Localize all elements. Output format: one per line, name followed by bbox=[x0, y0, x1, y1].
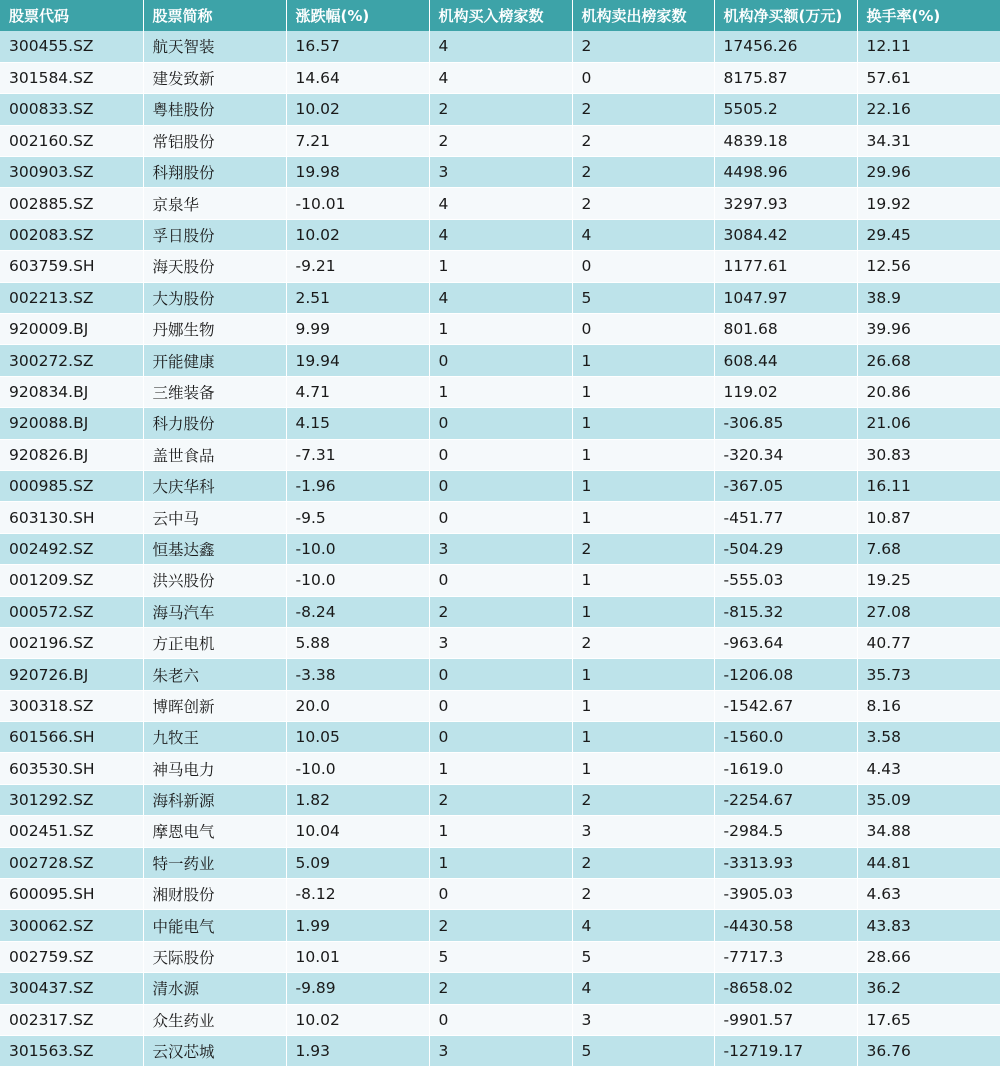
table-row[interactable] bbox=[0, 596, 1000, 627]
cell-stock-code: 300455.SZ bbox=[0, 31, 143, 62]
cell-inst-buy-count: 4 bbox=[429, 62, 572, 93]
cell-inst-net-buy: 3297.93 bbox=[714, 188, 857, 219]
table-row[interactable] bbox=[0, 533, 1000, 564]
cell-change-pct: 19.94 bbox=[286, 345, 429, 376]
cell-inst-net-buy: -7717.3 bbox=[714, 941, 857, 972]
cell-inst-sell-count: 2 bbox=[572, 533, 714, 564]
cell-inst-net-buy: 4839.18 bbox=[714, 125, 857, 156]
cell-change-pct: 10.02 bbox=[286, 219, 429, 250]
cell-inst-sell-count: 1 bbox=[572, 565, 714, 596]
column-header-change-pct[interactable]: 涨跌幅(%) bbox=[286, 0, 429, 31]
cell-inst-sell-count: 0 bbox=[572, 251, 714, 282]
cell-stock-code: 301292.SZ bbox=[0, 784, 143, 815]
column-header-inst-buy-count[interactable]: 机构买入榜家数 bbox=[429, 0, 572, 31]
cell-inst-net-buy: 8175.87 bbox=[714, 62, 857, 93]
cell-inst-sell-count: 3 bbox=[572, 1004, 714, 1035]
table-row[interactable] bbox=[0, 376, 1000, 407]
cell-inst-sell-count: 2 bbox=[572, 188, 714, 219]
cell-stock-code: 603530.SH bbox=[0, 753, 143, 784]
cell-stock-code: 002317.SZ bbox=[0, 1004, 143, 1035]
cell-inst-sell-count: 1 bbox=[572, 753, 714, 784]
cell-stock-code: 301563.SZ bbox=[0, 1036, 143, 1067]
cell-stock-name: 恒基达鑫 bbox=[143, 533, 286, 564]
cell-inst-buy-count: 2 bbox=[429, 596, 572, 627]
cell-inst-sell-count: 1 bbox=[572, 596, 714, 627]
table-row[interactable] bbox=[0, 62, 1000, 93]
cell-stock-code: 000985.SZ bbox=[0, 470, 143, 501]
cell-change-pct: -10.0 bbox=[286, 533, 429, 564]
table-row[interactable] bbox=[0, 125, 1000, 156]
cell-change-pct: 10.02 bbox=[286, 94, 429, 125]
cell-stock-name: 丹娜生物 bbox=[143, 314, 286, 345]
table-row[interactable] bbox=[0, 627, 1000, 658]
cell-inst-sell-count: 4 bbox=[572, 910, 714, 941]
cell-change-pct: 5.88 bbox=[286, 627, 429, 658]
cell-change-pct: -10.0 bbox=[286, 565, 429, 596]
cell-inst-sell-count: 2 bbox=[572, 627, 714, 658]
cell-turnover-rate: 20.86 bbox=[857, 376, 1000, 407]
cell-turnover-rate: 39.96 bbox=[857, 314, 1000, 345]
cell-inst-net-buy: 1177.61 bbox=[714, 251, 857, 282]
cell-turnover-rate: 29.45 bbox=[857, 219, 1000, 250]
cell-change-pct: 2.51 bbox=[286, 282, 429, 313]
table-row[interactable] bbox=[0, 439, 1000, 470]
table-row[interactable] bbox=[0, 502, 1000, 533]
cell-turnover-rate: 7.68 bbox=[857, 533, 1000, 564]
cell-stock-code: 920009.BJ bbox=[0, 314, 143, 345]
cell-change-pct: -7.31 bbox=[286, 439, 429, 470]
table-row[interactable] bbox=[0, 219, 1000, 250]
cell-stock-name: 天际股份 bbox=[143, 941, 286, 972]
cell-inst-net-buy: -9901.57 bbox=[714, 1004, 857, 1035]
cell-inst-buy-count: 1 bbox=[429, 847, 572, 878]
cell-inst-net-buy: -367.05 bbox=[714, 470, 857, 501]
cell-turnover-rate: 28.66 bbox=[857, 941, 1000, 972]
cell-stock-code: 000572.SZ bbox=[0, 596, 143, 627]
cell-inst-sell-count: 2 bbox=[572, 157, 714, 188]
cell-turnover-rate: 16.11 bbox=[857, 470, 1000, 501]
cell-stock-name: 科翔股份 bbox=[143, 157, 286, 188]
cell-change-pct: 14.64 bbox=[286, 62, 429, 93]
cell-inst-buy-count: 2 bbox=[429, 973, 572, 1004]
cell-change-pct: 4.15 bbox=[286, 408, 429, 439]
cell-inst-sell-count: 1 bbox=[572, 722, 714, 753]
cell-change-pct: 1.82 bbox=[286, 784, 429, 815]
cell-turnover-rate: 36.2 bbox=[857, 973, 1000, 1004]
cell-inst-sell-count: 2 bbox=[572, 125, 714, 156]
cell-turnover-rate: 30.83 bbox=[857, 439, 1000, 470]
cell-stock-code: 002728.SZ bbox=[0, 847, 143, 878]
column-header-inst-net-buy[interactable]: 机构净买额(万元) bbox=[714, 0, 857, 31]
cell-change-pct: -9.89 bbox=[286, 973, 429, 1004]
cell-inst-net-buy: 3084.42 bbox=[714, 219, 857, 250]
cell-inst-buy-count: 0 bbox=[429, 345, 572, 376]
cell-inst-buy-count: 0 bbox=[429, 879, 572, 910]
cell-turnover-rate: 35.09 bbox=[857, 784, 1000, 815]
cell-change-pct: -9.21 bbox=[286, 251, 429, 282]
cell-stock-name: 特一药业 bbox=[143, 847, 286, 878]
cell-stock-code: 920088.BJ bbox=[0, 408, 143, 439]
cell-inst-buy-count: 0 bbox=[429, 470, 572, 501]
cell-inst-buy-count: 3 bbox=[429, 1036, 572, 1067]
column-header-stock-code[interactable]: 股票代码 bbox=[0, 0, 143, 31]
cell-change-pct: 20.0 bbox=[286, 690, 429, 721]
cell-inst-net-buy: 608.44 bbox=[714, 345, 857, 376]
cell-turnover-rate: 3.58 bbox=[857, 722, 1000, 753]
cell-stock-code: 002083.SZ bbox=[0, 219, 143, 250]
cell-turnover-rate: 21.06 bbox=[857, 408, 1000, 439]
cell-stock-name: 盖世食品 bbox=[143, 439, 286, 470]
cell-stock-code: 920826.BJ bbox=[0, 439, 143, 470]
cell-stock-name: 神马电力 bbox=[143, 753, 286, 784]
cell-turnover-rate: 29.96 bbox=[857, 157, 1000, 188]
cell-change-pct: 1.99 bbox=[286, 910, 429, 941]
table-row[interactable] bbox=[0, 31, 1000, 62]
cell-inst-net-buy: -815.32 bbox=[714, 596, 857, 627]
cell-inst-buy-count: 3 bbox=[429, 533, 572, 564]
cell-inst-net-buy: 17456.26 bbox=[714, 31, 857, 62]
cell-stock-name: 博晖创新 bbox=[143, 690, 286, 721]
table-row[interactable] bbox=[0, 690, 1000, 721]
cell-inst-sell-count: 1 bbox=[572, 690, 714, 721]
cell-inst-buy-count: 1 bbox=[429, 314, 572, 345]
cell-inst-sell-count: 2 bbox=[572, 31, 714, 62]
table-row[interactable] bbox=[0, 847, 1000, 878]
cell-stock-code: 002885.SZ bbox=[0, 188, 143, 219]
table-row[interactable] bbox=[0, 470, 1000, 501]
cell-stock-name: 京泉华 bbox=[143, 188, 286, 219]
cell-turnover-rate: 4.63 bbox=[857, 879, 1000, 910]
cell-stock-code: 001209.SZ bbox=[0, 565, 143, 596]
cell-stock-name: 摩恩电气 bbox=[143, 816, 286, 847]
cell-inst-sell-count: 5 bbox=[572, 941, 714, 972]
table-row[interactable] bbox=[0, 659, 1000, 690]
cell-inst-sell-count: 1 bbox=[572, 408, 714, 439]
cell-stock-name: 云汉芯城 bbox=[143, 1036, 286, 1067]
cell-inst-net-buy: -1542.67 bbox=[714, 690, 857, 721]
cell-stock-code: 002492.SZ bbox=[0, 533, 143, 564]
cell-inst-net-buy: -1619.0 bbox=[714, 753, 857, 784]
table-row[interactable] bbox=[0, 408, 1000, 439]
cell-inst-buy-count: 2 bbox=[429, 910, 572, 941]
cell-stock-name: 开能健康 bbox=[143, 345, 286, 376]
cell-change-pct: -8.12 bbox=[286, 879, 429, 910]
table-row[interactable] bbox=[0, 282, 1000, 313]
cell-change-pct: 16.57 bbox=[286, 31, 429, 62]
cell-inst-sell-count: 3 bbox=[572, 816, 714, 847]
cell-inst-net-buy: 801.68 bbox=[714, 314, 857, 345]
cell-change-pct: 7.21 bbox=[286, 125, 429, 156]
cell-inst-buy-count: 4 bbox=[429, 188, 572, 219]
cell-stock-name: 朱老六 bbox=[143, 659, 286, 690]
cell-inst-net-buy: -3313.93 bbox=[714, 847, 857, 878]
cell-turnover-rate: 36.76 bbox=[857, 1036, 1000, 1067]
cell-inst-buy-count: 0 bbox=[429, 1004, 572, 1035]
cell-stock-name: 大为股份 bbox=[143, 282, 286, 313]
cell-inst-net-buy: -2984.5 bbox=[714, 816, 857, 847]
cell-turnover-rate: 12.56 bbox=[857, 251, 1000, 282]
cell-inst-sell-count: 5 bbox=[572, 1036, 714, 1067]
table-row[interactable] bbox=[0, 941, 1000, 972]
cell-turnover-rate: 10.87 bbox=[857, 502, 1000, 533]
cell-inst-net-buy: 1047.97 bbox=[714, 282, 857, 313]
cell-inst-buy-count: 0 bbox=[429, 659, 572, 690]
cell-change-pct: 10.01 bbox=[286, 941, 429, 972]
cell-stock-name: 众生药业 bbox=[143, 1004, 286, 1035]
cell-inst-sell-count: 1 bbox=[572, 376, 714, 407]
cell-inst-net-buy: -963.64 bbox=[714, 627, 857, 658]
table-row[interactable] bbox=[0, 157, 1000, 188]
cell-inst-sell-count: 0 bbox=[572, 62, 714, 93]
cell-stock-name: 方正电机 bbox=[143, 627, 286, 658]
cell-inst-sell-count: 1 bbox=[572, 659, 714, 690]
cell-stock-code: 300903.SZ bbox=[0, 157, 143, 188]
cell-turnover-rate: 44.81 bbox=[857, 847, 1000, 878]
cell-inst-buy-count: 0 bbox=[429, 690, 572, 721]
cell-change-pct: -8.24 bbox=[286, 596, 429, 627]
cell-inst-buy-count: 2 bbox=[429, 94, 572, 125]
cell-turnover-rate: 40.77 bbox=[857, 627, 1000, 658]
cell-stock-code: 000833.SZ bbox=[0, 94, 143, 125]
table-row[interactable] bbox=[0, 1004, 1000, 1035]
cell-turnover-rate: 34.31 bbox=[857, 125, 1000, 156]
cell-inst-buy-count: 2 bbox=[429, 125, 572, 156]
cell-inst-sell-count: 1 bbox=[572, 345, 714, 376]
cell-inst-buy-count: 4 bbox=[429, 31, 572, 62]
cell-stock-name: 建发致新 bbox=[143, 62, 286, 93]
table-row[interactable] bbox=[0, 1036, 1000, 1067]
table-row[interactable] bbox=[0, 753, 1000, 784]
cell-turnover-rate: 12.11 bbox=[857, 31, 1000, 62]
cell-inst-sell-count: 2 bbox=[572, 847, 714, 878]
cell-turnover-rate: 17.65 bbox=[857, 1004, 1000, 1035]
cell-stock-code: 002213.SZ bbox=[0, 282, 143, 313]
cell-inst-buy-count: 1 bbox=[429, 251, 572, 282]
column-header-stock-name[interactable]: 股票简称 bbox=[143, 0, 286, 31]
cell-inst-sell-count: 5 bbox=[572, 282, 714, 313]
cell-change-pct: 10.02 bbox=[286, 1004, 429, 1035]
cell-change-pct: 1.93 bbox=[286, 1036, 429, 1067]
cell-stock-code: 002196.SZ bbox=[0, 627, 143, 658]
cell-stock-name: 大庆华科 bbox=[143, 470, 286, 501]
cell-change-pct: -10.01 bbox=[286, 188, 429, 219]
cell-inst-sell-count: 4 bbox=[572, 219, 714, 250]
cell-turnover-rate: 27.08 bbox=[857, 596, 1000, 627]
table-row[interactable] bbox=[0, 910, 1000, 941]
cell-inst-sell-count: 2 bbox=[572, 94, 714, 125]
cell-change-pct: 4.71 bbox=[286, 376, 429, 407]
cell-turnover-rate: 35.73 bbox=[857, 659, 1000, 690]
cell-stock-code: 300062.SZ bbox=[0, 910, 143, 941]
cell-change-pct: 9.99 bbox=[286, 314, 429, 345]
cell-inst-sell-count: 1 bbox=[572, 439, 714, 470]
table-header-row bbox=[0, 0, 1000, 31]
cell-change-pct: -9.5 bbox=[286, 502, 429, 533]
cell-inst-sell-count: 1 bbox=[572, 502, 714, 533]
cell-inst-buy-count: 0 bbox=[429, 502, 572, 533]
cell-stock-code: 002451.SZ bbox=[0, 816, 143, 847]
cell-stock-code: 920726.BJ bbox=[0, 659, 143, 690]
cell-inst-sell-count: 4 bbox=[572, 973, 714, 1004]
table-row[interactable] bbox=[0, 251, 1000, 282]
cell-inst-net-buy: -2254.67 bbox=[714, 784, 857, 815]
cell-inst-net-buy: -3905.03 bbox=[714, 879, 857, 910]
cell-inst-net-buy: -8658.02 bbox=[714, 973, 857, 1004]
cell-stock-name: 三维装备 bbox=[143, 376, 286, 407]
cell-inst-net-buy: -451.77 bbox=[714, 502, 857, 533]
cell-inst-net-buy: -504.29 bbox=[714, 533, 857, 564]
cell-turnover-rate: 57.61 bbox=[857, 62, 1000, 93]
cell-stock-name: 中能电气 bbox=[143, 910, 286, 941]
cell-inst-net-buy: -12719.17 bbox=[714, 1036, 857, 1067]
cell-turnover-rate: 26.68 bbox=[857, 345, 1000, 376]
cell-inst-sell-count: 2 bbox=[572, 784, 714, 815]
cell-change-pct: -3.38 bbox=[286, 659, 429, 690]
cell-stock-code: 600095.SH bbox=[0, 879, 143, 910]
cell-stock-code: 603759.SH bbox=[0, 251, 143, 282]
cell-stock-code: 601566.SH bbox=[0, 722, 143, 753]
cell-inst-net-buy: -306.85 bbox=[714, 408, 857, 439]
cell-stock-name: 海科新源 bbox=[143, 784, 286, 815]
cell-inst-net-buy: 5505.2 bbox=[714, 94, 857, 125]
table-row[interactable] bbox=[0, 565, 1000, 596]
cell-inst-buy-count: 0 bbox=[429, 565, 572, 596]
cell-stock-code: 920834.BJ bbox=[0, 376, 143, 407]
cell-turnover-rate: 19.25 bbox=[857, 565, 1000, 596]
cell-stock-name: 海天股份 bbox=[143, 251, 286, 282]
cell-change-pct: -1.96 bbox=[286, 470, 429, 501]
cell-inst-buy-count: 3 bbox=[429, 157, 572, 188]
cell-inst-buy-count: 4 bbox=[429, 282, 572, 313]
cell-inst-buy-count: 5 bbox=[429, 941, 572, 972]
cell-stock-name: 云中马 bbox=[143, 502, 286, 533]
cell-inst-net-buy: -320.34 bbox=[714, 439, 857, 470]
table-row[interactable] bbox=[0, 973, 1000, 1004]
cell-turnover-rate: 19.92 bbox=[857, 188, 1000, 219]
cell-turnover-rate: 4.43 bbox=[857, 753, 1000, 784]
table-body bbox=[0, 31, 1000, 1067]
table-row[interactable] bbox=[0, 879, 1000, 910]
cell-stock-name: 科力股份 bbox=[143, 408, 286, 439]
cell-change-pct: 10.04 bbox=[286, 816, 429, 847]
cell-inst-net-buy: -4430.58 bbox=[714, 910, 857, 941]
cell-stock-code: 301584.SZ bbox=[0, 62, 143, 93]
cell-inst-buy-count: 2 bbox=[429, 784, 572, 815]
cell-stock-name: 清水源 bbox=[143, 973, 286, 1004]
cell-stock-code: 300318.SZ bbox=[0, 690, 143, 721]
column-header-turnover-rate[interactable]: 换手率(%) bbox=[866, 7, 941, 25]
cell-inst-net-buy: 119.02 bbox=[714, 376, 857, 407]
table-row[interactable] bbox=[0, 314, 1000, 345]
cell-inst-net-buy: -1206.08 bbox=[714, 659, 857, 690]
cell-inst-buy-count: 3 bbox=[429, 627, 572, 658]
cell-change-pct: 19.98 bbox=[286, 157, 429, 188]
cell-stock-code: 300272.SZ bbox=[0, 345, 143, 376]
cell-inst-sell-count: 0 bbox=[572, 314, 714, 345]
cell-stock-name: 湘财股份 bbox=[143, 879, 286, 910]
cell-inst-buy-count: 1 bbox=[429, 816, 572, 847]
cell-inst-sell-count: 2 bbox=[572, 879, 714, 910]
table-row[interactable] bbox=[0, 816, 1000, 847]
table-row[interactable] bbox=[0, 94, 1000, 125]
cell-turnover-rate: 43.83 bbox=[857, 910, 1000, 941]
table-row[interactable] bbox=[0, 784, 1000, 815]
cell-turnover-rate: 34.88 bbox=[857, 816, 1000, 847]
column-header-inst-sell-count[interactable]: 机构卖出榜家数 bbox=[572, 0, 714, 31]
cell-inst-net-buy: -1560.0 bbox=[714, 722, 857, 753]
cell-stock-name: 航天智装 bbox=[143, 31, 286, 62]
cell-stock-code: 603130.SH bbox=[0, 502, 143, 533]
cell-change-pct: 10.05 bbox=[286, 722, 429, 753]
cell-inst-net-buy: -555.03 bbox=[714, 565, 857, 596]
cell-inst-buy-count: 0 bbox=[429, 722, 572, 753]
cell-inst-buy-count: 0 bbox=[429, 408, 572, 439]
cell-inst-buy-count: 1 bbox=[429, 753, 572, 784]
cell-stock-name: 常铝股份 bbox=[143, 125, 286, 156]
cell-inst-net-buy: 4498.96 bbox=[714, 157, 857, 188]
cell-stock-name: 洪兴股份 bbox=[143, 565, 286, 596]
cell-inst-sell-count: 1 bbox=[572, 470, 714, 501]
cell-stock-code: 002160.SZ bbox=[0, 125, 143, 156]
cell-stock-name: 海马汽车 bbox=[143, 596, 286, 627]
cell-stock-code: 002759.SZ bbox=[0, 941, 143, 972]
cell-turnover-rate: 38.9 bbox=[857, 282, 1000, 313]
cell-stock-code: 300437.SZ bbox=[0, 973, 143, 1004]
table-row[interactable] bbox=[0, 722, 1000, 753]
cell-stock-name: 粤桂股份 bbox=[143, 94, 286, 125]
cell-change-pct: -10.0 bbox=[286, 753, 429, 784]
cell-stock-name: 九牧王 bbox=[143, 722, 286, 753]
table-row[interactable] bbox=[0, 345, 1000, 376]
cell-turnover-rate: 22.16 bbox=[857, 94, 1000, 125]
cell-change-pct: 5.09 bbox=[286, 847, 429, 878]
cell-inst-buy-count: 0 bbox=[429, 439, 572, 470]
cell-turnover-rate: 8.16 bbox=[857, 690, 1000, 721]
cell-stock-name: 孚日股份 bbox=[143, 219, 286, 250]
cell-inst-buy-count: 1 bbox=[429, 376, 572, 407]
cell-inst-buy-count: 4 bbox=[429, 219, 572, 250]
table-row[interactable] bbox=[0, 188, 1000, 219]
